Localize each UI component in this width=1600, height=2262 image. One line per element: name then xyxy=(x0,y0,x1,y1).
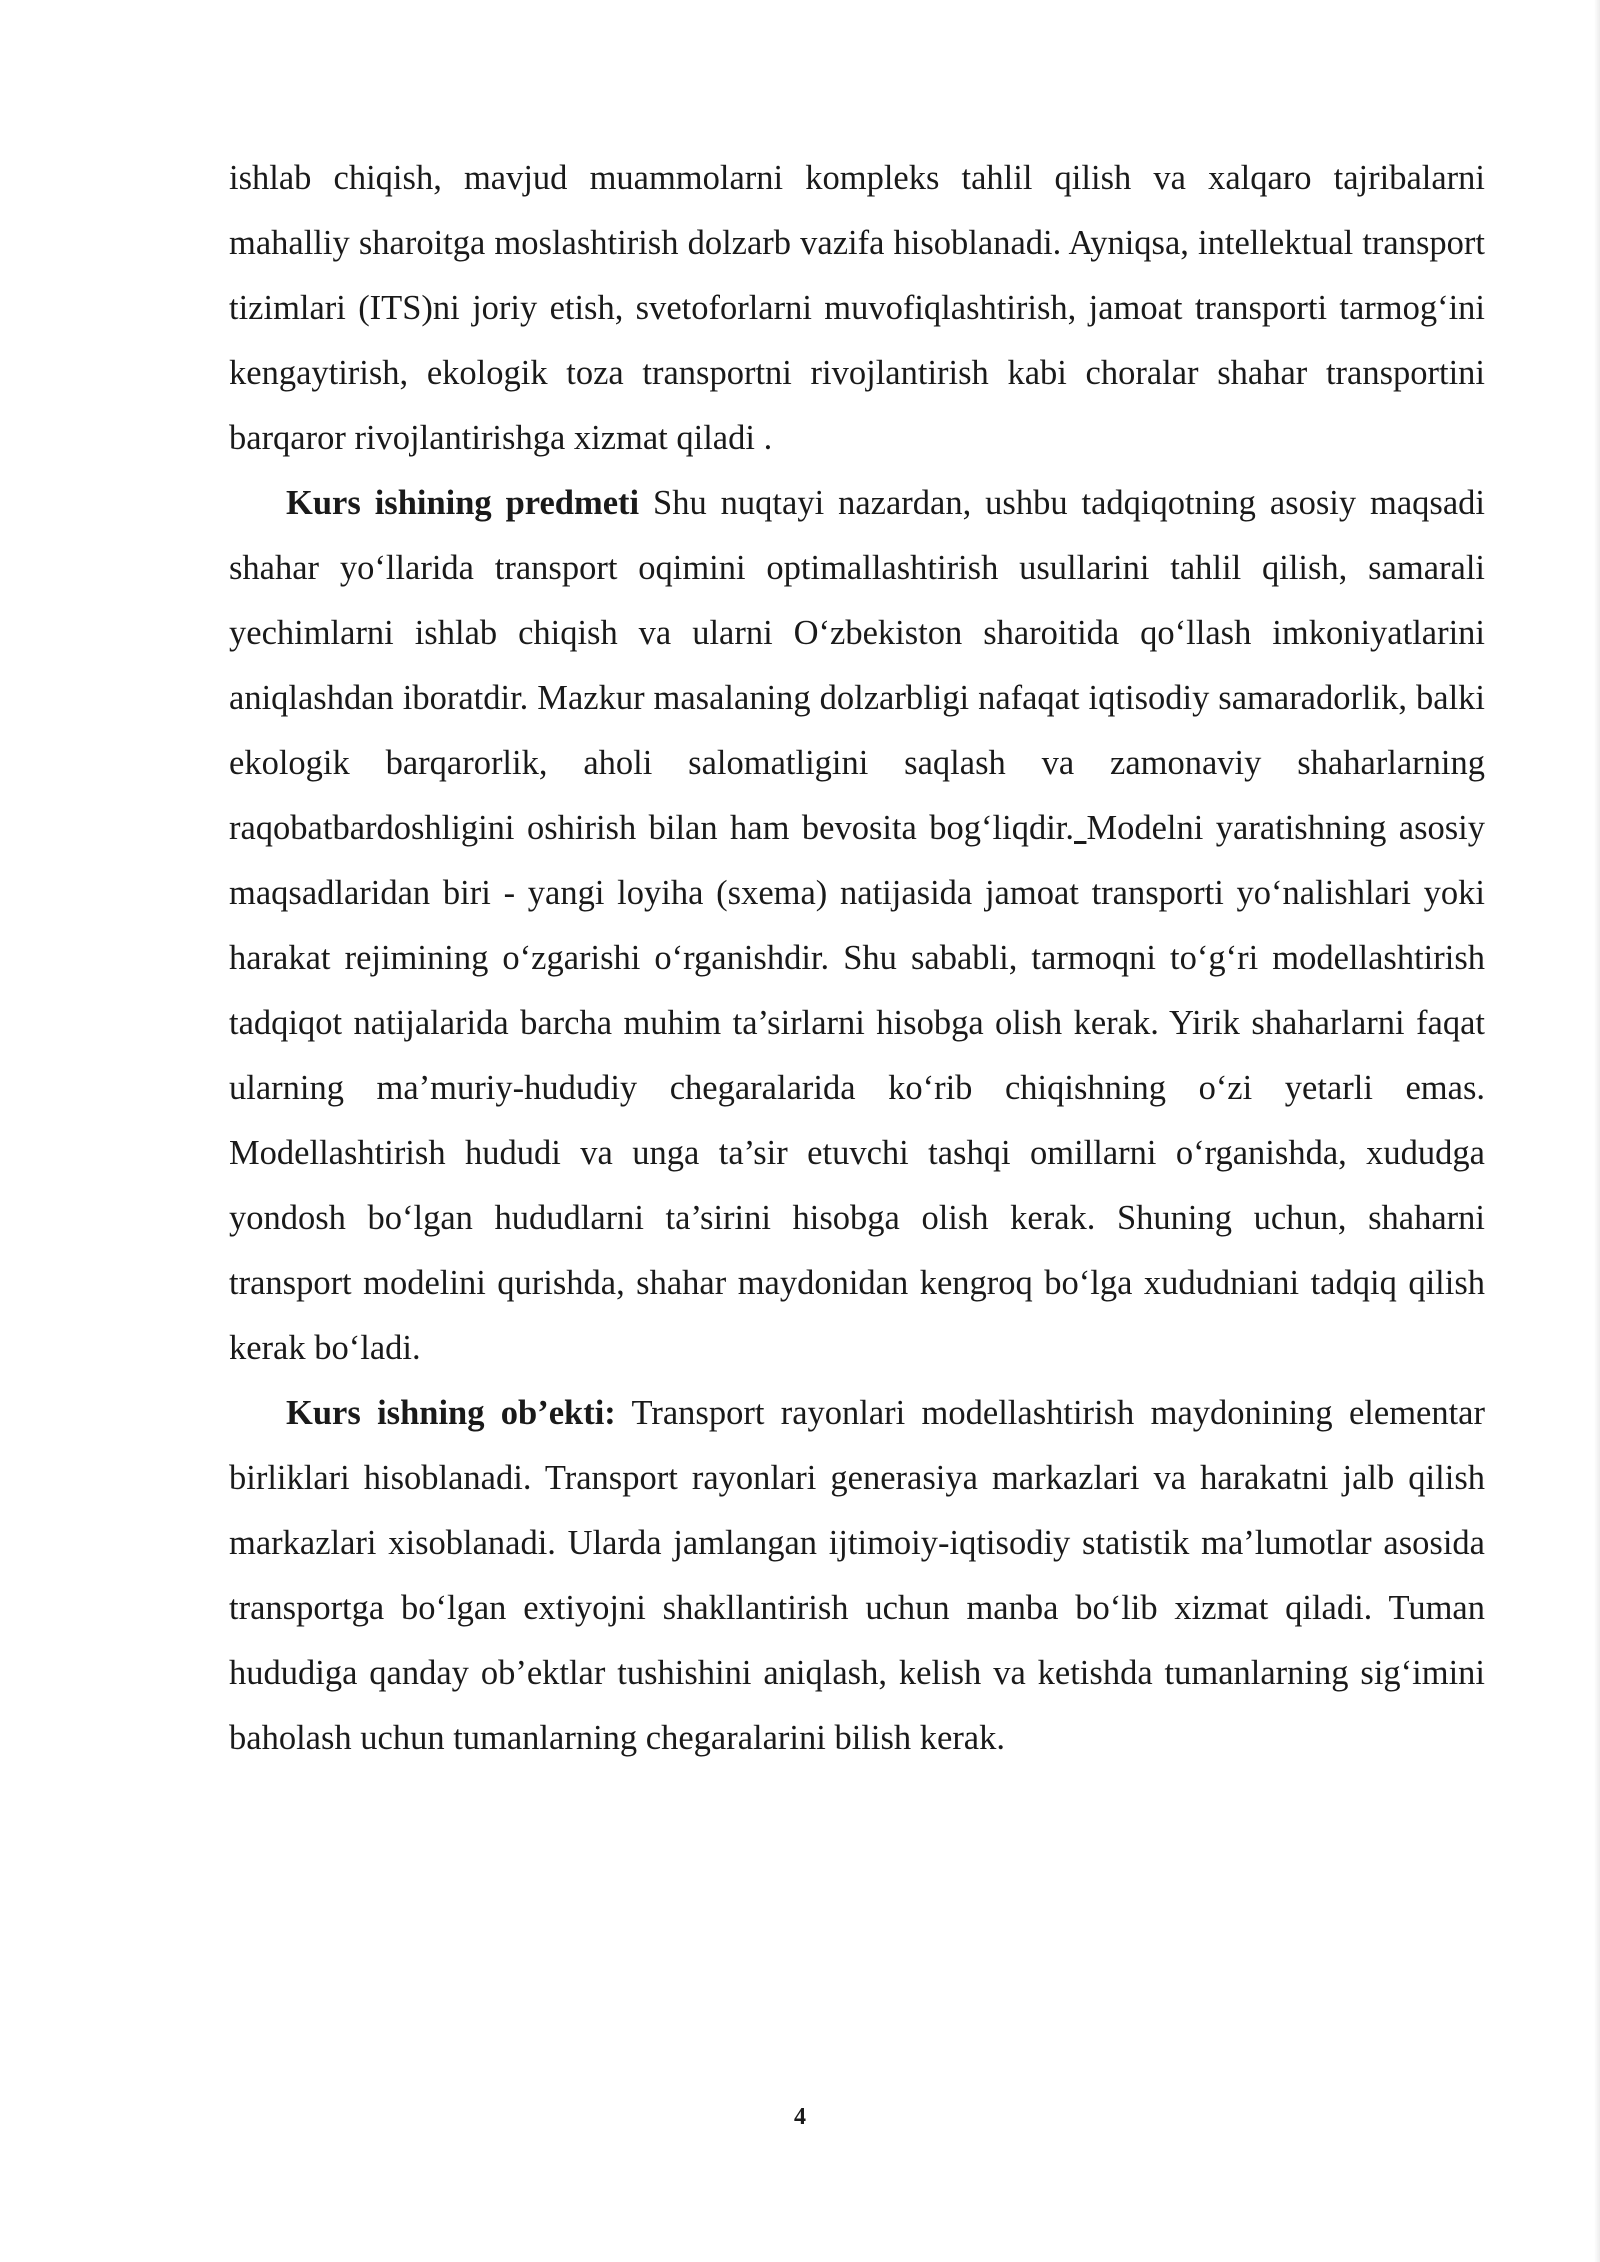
underlined-space xyxy=(1074,809,1086,847)
object-text: Transport rayonlari modellashtirish maydonining elementar birliklari hisoblanadi. Transport rayonlari generasiya markazlari va harakatni jalb qilish markazlari xisoblanadi. Ularda jamlangan ijtimoiy-iqtisodiy statistik ma’lumotlar asosida transportga bo‘lgan extiyojni shakllantirish uchun manba bo‘lib xizmat qiladi. Tuman hududiga qanday ob’ektlar tushishini aniqlash, kelish va ketishda tumanlarning sig‘imini baholash uchun tumanlarning chegaralarini bilish kerak. xyxy=(229,1394,1485,1757)
paragraph-subject xyxy=(229,471,1485,1381)
body-text xyxy=(229,146,1485,1771)
subject-text-part-1: Shu nuqtayi nazardan, ushbu tadqiqotning asosiy maqsadi shahar yo‘llarida transport oqimini optimallashtirish usullarini tahlil qilish, samarali yechimlarni ishlab chiqish va ularni O‘zbekiston sharoitida qo‘llash imkoniyatlarini aniqlashdan iboratdir. Mazkur masalaning dolzarbligi nafaqat iqtisodiy samaradorlik, balki ekologik barqarorlik, aholi salomatligini saqlash va zamonaviy shaharlarning raqobatbardoshligini oshirish bilan ham bevosita bog‘liqdir. xyxy=(229,484,1485,847)
subject-text-part-2: Modelni yaratishning asosiy maqsadlaridan biri - yangi loyiha (sxema) natijasida jamoat transporti yo‘nalishlari yoki harakat rejimining o‘zgarishi o‘rganishdir. Shu sababli, tarmoqni to‘g‘ri modellashtirish tadqiqot natijalarida barcha muhim ta’sirlarni hisobga olish kerak. Yirik shaharlarni faqat ularning ma’muriy-hududiy chegaralarida ko‘rib chiqishning o‘zi yetarli emas. Modellashtirish hududi va unga ta’sir etuvchi tashqi omillarni o‘rganishda, xududga yondosh bo‘lgan hududlarni ta’sirini hisobga olish kerak. Shuning uchun, shaharni transport modelini qurishda, shahar maydonidan kengroq bo‘lga xududniani tadqiq qilish kerak bo‘ladi. xyxy=(229,809,1486,1367)
page-edge-shadow xyxy=(1594,0,1600,2262)
paragraph-object xyxy=(229,1381,1485,1771)
paragraph-continuation: ishlab chiqish, mavjud muammolarni kompleks tahlil qilish va xalqaro tajribalarni mahalliy sharoitga moslashtirish dolzarb vazifa hisoblanadi. Ayniqsa, intellektual transport tizimlari (ITS)ni joriy etish, svetoforlarni muvofiqlashtirish, jamoat transporti tarmog‘ini kengaytirish, ekologik toza transportni rivojlantirish kabi choralar shahar transportini barqaror rivojlantirishga xizmat qiladi . xyxy=(229,159,1485,457)
object-heading: Kurs ishning ob’ekti: xyxy=(286,1394,616,1432)
page-number: 4 xyxy=(794,2104,806,2130)
subject-heading: Kurs ishining predmeti xyxy=(286,484,640,522)
